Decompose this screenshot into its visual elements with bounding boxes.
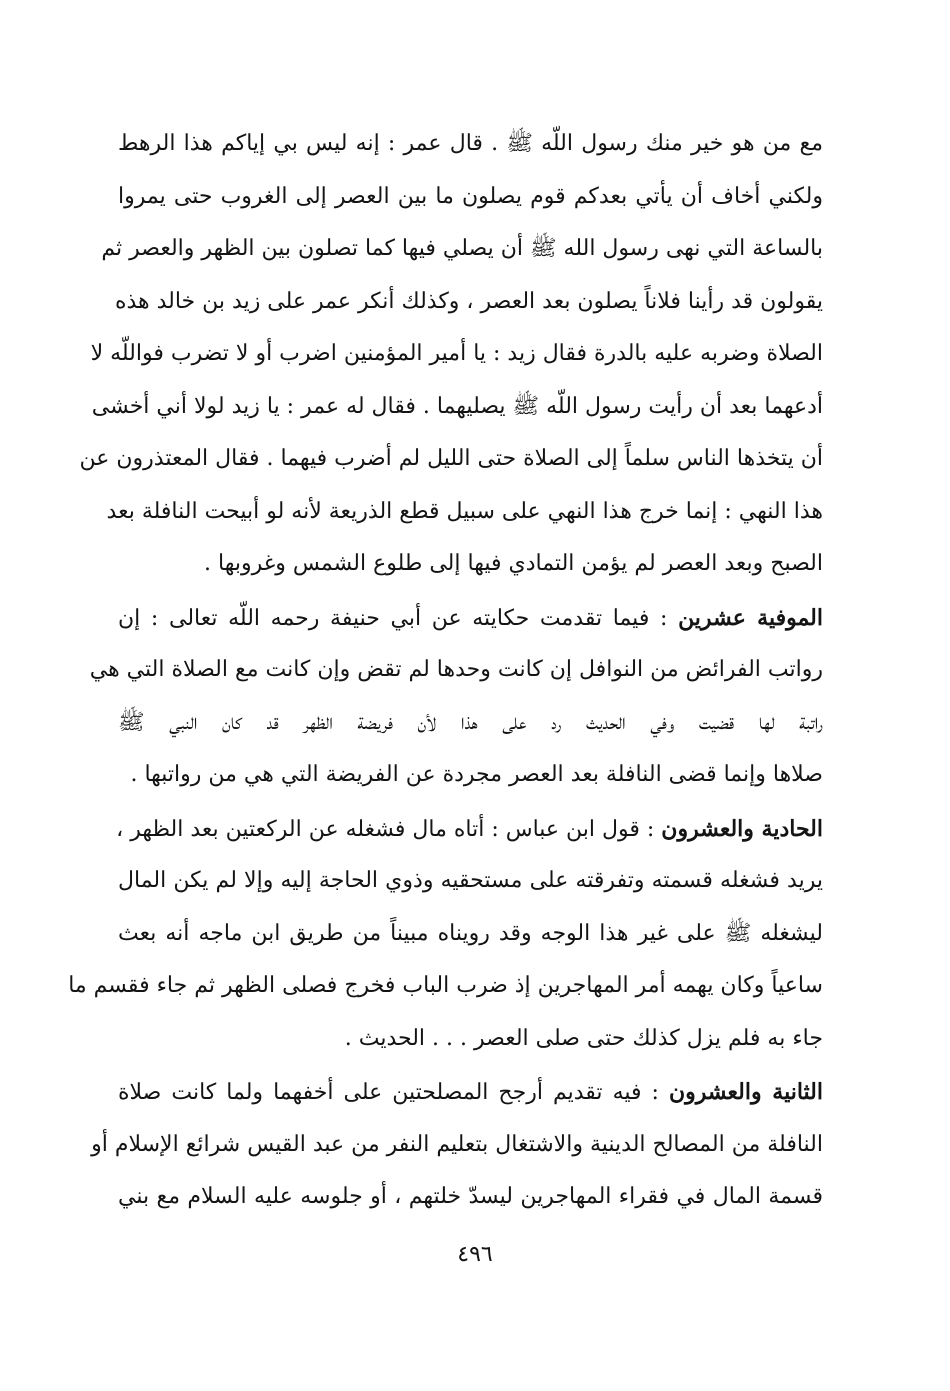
paragraph-heading: الثانية والعشرون (668, 1079, 823, 1105)
text-line-rest: : فيه تقديم أرجح المصلحتين على أخفهما ولما كانت صلاة (118, 1080, 669, 1105)
text-line: راتبة لها قضيت وفي الحديث رد على هذا لأن فريضة الظهر قد كان النبي ﷺ (118, 709, 823, 735)
body-text (68, 118, 823, 1224)
text-line: ولكني أخاف أن يأتي بعدكم قوم يصلون ما بين العصر إلى الغروب حتى يمروا (118, 183, 823, 209)
text-line: أن يتخذها الناس سلماً إلى الصلاة حتى الليل لم أضرب فيهما . فقال المعتذرون عن (79, 446, 823, 471)
text-line: ساعياً وكان يهمه أمر المهاجرين إذ ضرب الباب فخرج فصلى الظهر ثم جاء فقسم ما (68, 973, 823, 998)
text-line: رواتب الفرائض من النوافل إن كانت وحدها لم تقض وإن كانت مع الصلاة التي هي (89, 657, 823, 682)
text-line: النافلة من المصالح الدينية والاشتغال بتعليم النفر من عبد القيس شرائع الإسلام أو (91, 1131, 823, 1157)
paragraph-2 (89, 592, 823, 802)
text-line: أدعهما بعد أن رأيت رسول اللّه ﷺ يصليهما . فقال له عمر : يا زيد لولا أني أخشى (91, 393, 823, 419)
text-line: جاء به فلم يزل كذلك حتى صلى العصر . . . الحديث . (344, 1025, 823, 1051)
text-line: يقولون قد رأينا فلاناً يصلون بعد العصر ، وكذلك أنكر عمر على زيد بن خالد هذه (114, 288, 823, 314)
text-line-with-heading (118, 1066, 823, 1119)
text-line: الصبح وبعد العصر لم يؤمن التمادي فيها إلى طلوع الشمس وغروبها . (204, 551, 823, 576)
text-line-with-heading (118, 592, 823, 645)
paragraph-heading: الحادية والعشرون (661, 815, 823, 842)
paragraph-1 (79, 118, 823, 591)
text-line: هذا النهي : إنما خرج هذا النهي على سبيل قطع الذريعة لأنه لو أبيحت النافلة بعد (106, 498, 823, 524)
text-line-rest: : قول ابن عباس : أتاه مال فشغله عن الركعتين بعد الظهر ، (116, 816, 662, 842)
text-line: الصلاة وضربه عليه بالدرة فقال زيد : يا أمير المؤمنين اضرب أو لا تضرب فواللّه لا (90, 341, 823, 366)
text-line: صلاها وإنما قضى النافلة بعد العصر مجردة عن الفريضة التي هي من رواتبها . (130, 762, 823, 787)
text-line-with-heading (118, 803, 823, 856)
text-line: يريد فشغله قسمته وتفرقته على مستحقيه وذوي الحاجة إليه وإلا لم يكن المال (118, 868, 823, 893)
paragraph-4 (91, 1066, 823, 1224)
paragraph-heading: الموفية عشرين (678, 604, 823, 631)
page-number: ٤٩٦ (457, 1242, 493, 1267)
paragraph-3 (68, 803, 823, 1066)
text-line: قسمة المال في فقراء المهاجرين ليسدّ خلتهم ، أو جلوسه عليه السلام مع بني (118, 1184, 823, 1209)
text-line: بالساعة التي نهى رسول الله ﷺ أن يصلي فيها كما تصلون بين الظهر والعصر ثم (101, 236, 823, 261)
text-line: مع من هو خير منك رسول اللّه ﷺ . قال عمر : إنه ليس بي إياكم هذا الرهط (118, 131, 823, 156)
text-line-rest: : فيما تقدمت حكايته عن أبي حنيفة رحمه اللّه تعالى : إن (118, 605, 679, 631)
text-line: ليشغله ﷺ على غير هذا الوجه وقد رويناه مبيناً من طريق ابن ماجه أنه بعث (118, 920, 823, 946)
